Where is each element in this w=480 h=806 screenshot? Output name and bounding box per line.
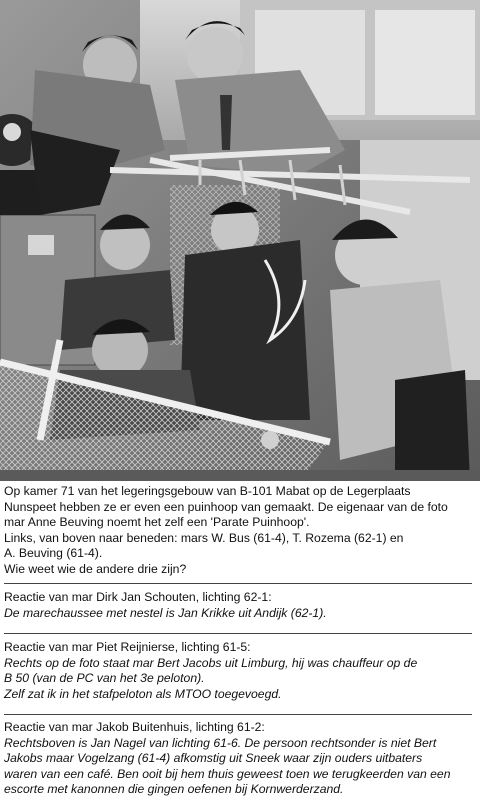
divider	[4, 583, 472, 584]
caption-line: mar Anne Beuving noemt het zelf een 'Parate Puinhoop'.	[4, 515, 310, 530]
divider	[4, 714, 472, 715]
reaction-text-line: waren van een café. Ben ooit bij hem thuis geweest toen we terugkeerden van een	[4, 766, 451, 781]
reaction-text-line: De marechaussee met nestel is Jan Krikke uit Andijk (62-1).	[4, 605, 327, 620]
reaction-text-line: B 50 (van de PC van het 3e peloton).	[4, 671, 205, 686]
reaction-text-line: Rechtsboven is Jan Nagel van lichting 61-6. De persoon rechtsonder is niet Bert	[4, 735, 437, 750]
reaction-buitenhuis	[4, 720, 476, 798]
caption-line: Nunspeet hebben ze er even een puinhoop van gemaakt. De eigenaar van de foto	[4, 499, 448, 514]
reaction-heading: Reactie van mar Dirk Jan Schouten, lichting 62-1:	[4, 590, 272, 604]
reaction-text-line: Jakobs maar Vogelzang (61-4) afkomstig uit Sneek waar zijn ouders uitbaters	[4, 751, 423, 766]
caption-line: A. Beuving (61-4).	[4, 546, 103, 561]
caption-line: Wie weet wie de andere drie zijn?	[4, 561, 187, 576]
reaction-schouten	[4, 590, 476, 621]
divider	[4, 633, 472, 634]
reaction-reijnierse	[4, 640, 476, 702]
reaction-heading: Reactie van mar Jakob Buitenhuis, lichting 61-2:	[4, 720, 265, 734]
caption-line: Links, van boven naar beneden: mars W. Bus (61-4), T. Rozema (62-1) en	[4, 530, 404, 545]
reaction-heading: Reactie van mar Piet Reijnierse, lichting 61-5:	[4, 640, 251, 654]
caption-line: Op kamer 71 van het legeringsgebouw van B-101 Mabat op de Legerplaats	[4, 484, 411, 498]
reaction-text-line: Zelf zat ik in het stafpeloton als MTOO toegevoegd.	[4, 686, 282, 701]
reaction-text-line: Rechts op de foto staat mar Bert Jacobs uit Limburg, hij was chauffeur op de	[4, 655, 418, 670]
reaction-text-line: escorte met kanonnen die gingen oefenen bij Kornwerderzand.	[4, 782, 344, 797]
photo-caption	[4, 484, 476, 578]
